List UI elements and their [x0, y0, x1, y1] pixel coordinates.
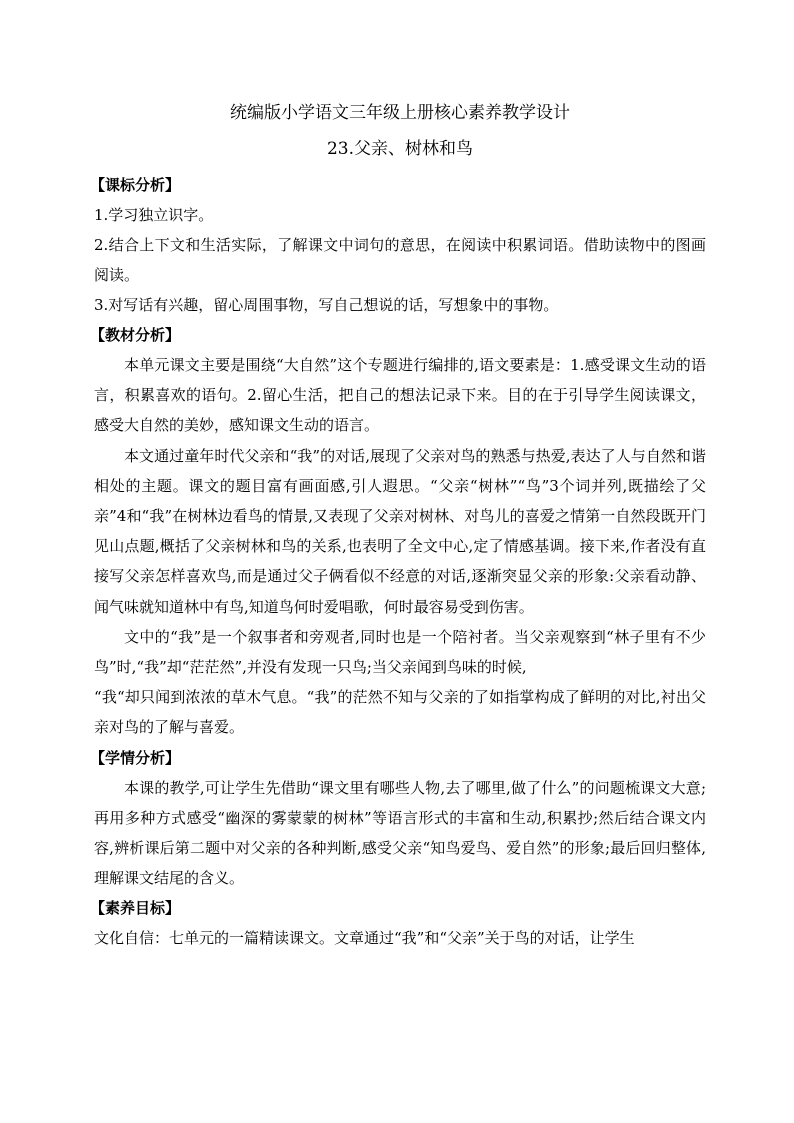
- lesson-title: 23.父亲、树林和鸟: [326, 139, 474, 159]
- standards-item: 2.结合上下文和生活实际，了解课文中词句的意思，在阅读中积累词语。借助读物中的图画阅读。: [94, 236, 706, 284]
- textbook-heading: 【教材分析】: [90, 326, 181, 344]
- goals-paragraph: 文化自信：七单元的一篇精读课文。文章通过“我”和“父亲”关于鸟的对话，让学生: [94, 929, 635, 948]
- document-page: [90, 102, 706, 953]
- standards-heading: 【课标分析】: [90, 176, 181, 194]
- students-paragraph: 本课的教学,可让学生先借助“课文里有哪些人物,去了哪里,做了什么”的问题梳课文大意;再用多种方式感受“幽深的雾蒙蒙的树林”等语言形式的丰富和生动,积累抄;然后结合课文内容,辨析课后第二题中对父亲的各种判断,感受父亲“知鸟爱鸟、爱自然”的形象;最后回归整体,理解课文结尾的含义。: [94, 778, 706, 888]
- textbook-paragraph: 本单元课文主要是围绕“大自然”这个专题进行编排的,语文要素是：1.感受课文生动的语言，积累喜欢的语句。2.留心生活，把自己的想法记录下来。目的在于引导学生阅读课文，感受大自然的美妙，感知课文生动的语言。: [94, 356, 706, 435]
- students-heading: 【学情分析】: [90, 748, 181, 767]
- textbook-paragraph: “我“却只闻到浓浓的草木气息。“我”的茫然不知与父亲的了如指掌构成了鲜明的对比,衬出父亲对鸟的了解与喜爱。: [94, 688, 706, 737]
- textbook-paragraph: 本文通过童年时代父亲和“我”的对话,展现了父亲对鸟的熟悉与热爱,表达了人与自然和谐相处的主题。课文的题目富有画面感,引人遐思。“父亲“树林”“鸟”3个词并列,既描绘了父亲”4和“我”在树林边看鸟的情景,又表现了父亲对树林、对鸟儿的喜爱之情第一自然段既开门见山点题,概括了父亲树林和鸟的关系,也表明了全文中心,定了情感基调。接下来,作者没有直接写父亲怎样喜欢鸟,而是通过父子俩看似不经意的对话,逐渐突显父亲的形象:父亲看动静、闻气味就知道林中有鸟,知道鸟何时爱唱歌，何时最容易受到伤害。: [94, 446, 706, 616]
- textbook-paragraph: 文中的“我”是一个叙事者和旁观者,同时也是一个陪衬者。当父亲观察到“林子里有不少鸟”时,“我”却“茫茫然”,并没有发现一只鸟;当父亲闻到鸟味的时候,: [94, 627, 706, 677]
- standards-item: 3.对写话有兴趣，留心周围事物，写自己想说的话，写想象中的事物。: [94, 296, 559, 314]
- document-title: 统编版小学语文三年级上册核心素养教学设计: [230, 103, 570, 123]
- standards-item: 1.学习独立识字。: [94, 206, 214, 224]
- goals-heading: 【素养目标】: [90, 899, 181, 918]
